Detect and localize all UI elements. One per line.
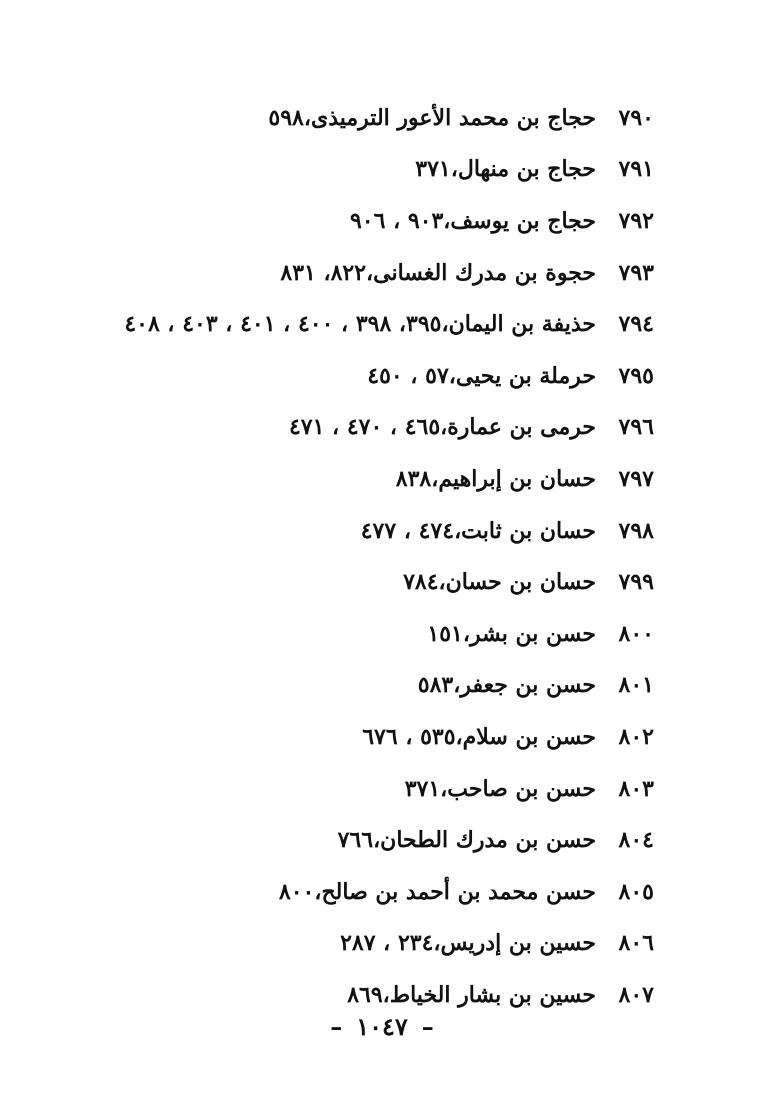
page-number: ١٠٤٧: [356, 1012, 408, 1041]
index-entry: [34, 350, 654, 402]
entry-text: حرمى بن عمارة،٤٦٥ ، ٤٧٠ ، ٤٧١: [288, 414, 596, 441]
index-entry: [34, 814, 654, 866]
index-entry: [34, 402, 654, 454]
entry-number: ٧٩٢: [618, 207, 654, 234]
index-entry: [34, 505, 654, 557]
entry-text: حسين بن إدريس،٢٣٤ ، ٢٨٧: [340, 930, 596, 957]
entry-text: حسن بن بشر،١٥١: [427, 620, 596, 647]
index-entry: [34, 144, 654, 196]
index-list: [34, 92, 654, 1021]
entry-number: ٨٠٦: [618, 930, 654, 957]
index-entry: [34, 92, 654, 144]
entry-text: حسن بن سلام،٥٣٥ ، ٦٧٦: [362, 723, 596, 750]
entry-text: حسن بن جعفر،٥٨٣: [417, 672, 596, 699]
entry-text: حجوة بن مدرك الغسانى،٨٢٢، ٨٣١: [280, 259, 596, 286]
index-entry: [34, 556, 654, 608]
entry-number: ٧٩٣: [618, 259, 654, 286]
index-entry: [34, 453, 654, 505]
entry-text: حذيفة بن اليمان،٣٩٥، ٣٩٨ ، ٤٠٠ ، ٤٠١ ، ٤٠٣ ، ٤٠٨: [124, 311, 596, 338]
entry-text: حسان بن ثابت،٤٧٤ ، ٤٧٧: [360, 517, 596, 544]
entry-text: حسان بن حسان،٧٨٤: [403, 569, 596, 596]
entry-number: ٨٠١: [618, 672, 654, 699]
entry-text: حسن بن صاحب،٣٧١: [404, 775, 596, 802]
index-entry: [34, 195, 654, 247]
entry-text: حجاج بن منهال،٣٧١: [415, 156, 596, 183]
entry-text: حسين بن بشار الخياط،٨٦٩: [347, 981, 596, 1008]
index-entry: [34, 247, 654, 299]
entry-number: ٨٠٥: [618, 878, 654, 905]
entry-text: حرملة بن يحيى،٥٧ ، ٤٥٠: [367, 362, 596, 389]
entry-number: ٨٠٣: [618, 775, 654, 802]
dash-right: –: [421, 1012, 434, 1041]
entry-text: حسان بن إبراهيم،٨٣٨: [395, 465, 596, 492]
entry-text: حسن بن مدرك الطحان،٧٦٦: [337, 827, 596, 854]
index-entry: [34, 866, 654, 918]
dash-left: –: [330, 1012, 343, 1041]
entry-number: ٧٩٤: [618, 311, 654, 338]
index-entry: [34, 298, 654, 350]
entry-number: ٨٠٧: [618, 981, 654, 1008]
entry-number: ٨٠٠: [618, 620, 654, 647]
entry-number: ٧٩٥: [618, 362, 654, 389]
index-entry: [34, 763, 654, 815]
entry-text: حجاج بن يوسف،٩٠٣ ، ٩٠٦: [349, 207, 596, 234]
entry-number: ٨٠٤: [618, 827, 654, 854]
entry-number: ٧٩٨: [618, 517, 654, 544]
entry-number: ٨٠٢: [618, 723, 654, 750]
page-footer: [0, 1012, 764, 1041]
entry-number: ٧٩٩: [618, 569, 654, 596]
index-entry: [34, 660, 654, 712]
index-entry: [34, 918, 654, 970]
index-entry: [34, 608, 654, 660]
entry-number: ٧٩٦: [618, 414, 654, 441]
entry-text: حسن محمد بن أحمد بن صالح،٨٠٠: [278, 878, 596, 905]
entry-number: ٧٩٧: [618, 465, 654, 492]
entry-number: ٧٩١: [618, 156, 654, 183]
entry-text: حجاج بن محمد الأعور الترميذى،٥٩٨: [268, 104, 596, 131]
index-entry: [34, 711, 654, 763]
entry-number: ٧٩٠: [618, 104, 654, 131]
